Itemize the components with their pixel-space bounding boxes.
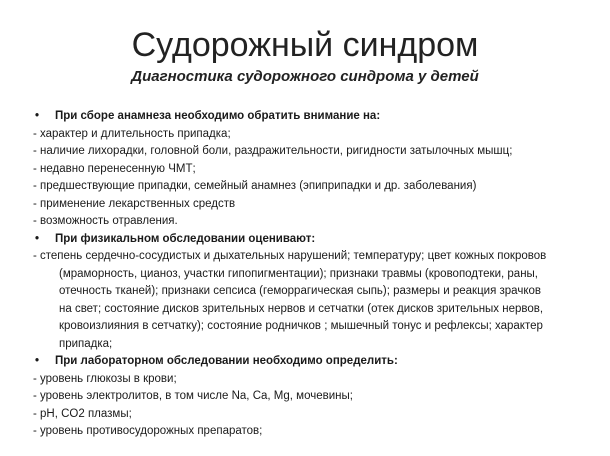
section-heading-physical-exam	[33, 231, 593, 249]
section-heading-text: При лабораторном обследовании необходимо определить:	[55, 355, 398, 367]
paragraph-line: припадка;	[59, 337, 113, 350]
paragraph-line: на свет; состояние дисков зрительных нервов и сетчатки (отек дисков зрительных нервов,	[59, 302, 544, 315]
list-item: - недавно перенесенную ЧМТ;	[33, 162, 196, 175]
bullet-icon: •	[35, 110, 40, 122]
slide-title: Судорожный синдром	[131, 26, 479, 64]
list-item: - уровень глюкозы в крови;	[33, 372, 177, 385]
slide-subtitle: Диагностика судорожного синдрома у детей	[131, 68, 479, 85]
paragraph-line: отечность тканей); признаки сепсиса (геморрагическая сыпь); размеры и реакция зрачков	[59, 285, 541, 297]
paragraph-line: (мраморность, цианоз, участки гипопигментации); признаки травмы (кровоподтеки, раны,	[59, 267, 539, 280]
bullet-icon: •	[35, 232, 40, 245]
section-heading-anamnesis	[33, 108, 593, 126]
list-item: - предшествующие припадки, семейный анамнез (эпиприпадки и др. заболевания)	[33, 180, 477, 192]
section-heading-text: При физикальном обследовании оценивают:	[55, 232, 316, 245]
list-item: - характер и длительность припадка;	[33, 127, 231, 140]
slide-content	[33, 108, 593, 441]
list-item: - наличие лихорадки, головной боли, раздражительности, ригидности затылочных мышц;	[33, 145, 513, 157]
list-item: - возможность отравления.	[33, 215, 178, 227]
section-heading-lab-tests	[33, 353, 593, 371]
bullet-icon: •	[35, 355, 40, 367]
paragraph-line: - степень сердечно-сосудистых и дыхательных нарушений; температуру; цвет кожных покровов	[33, 250, 547, 262]
physical-exam-paragraph	[33, 248, 593, 353]
paragraph-line: кровоизлияния в сетчатку); состояние родничков ; мышечный тонус и рефлексы; характер	[59, 320, 543, 332]
list-item: - уровень электролитов, в том числе Na, Ca, Mg, мочевины;	[33, 390, 353, 402]
list-item: - уровень противосудорожных препаратов;	[33, 425, 263, 437]
list-item: - pH, CO2 плазмы;	[33, 407, 132, 420]
section-heading-text: При сборе анамнеза необходимо обратить внимание на:	[55, 110, 381, 122]
list-item: - применение лекарственных средств	[33, 197, 236, 210]
